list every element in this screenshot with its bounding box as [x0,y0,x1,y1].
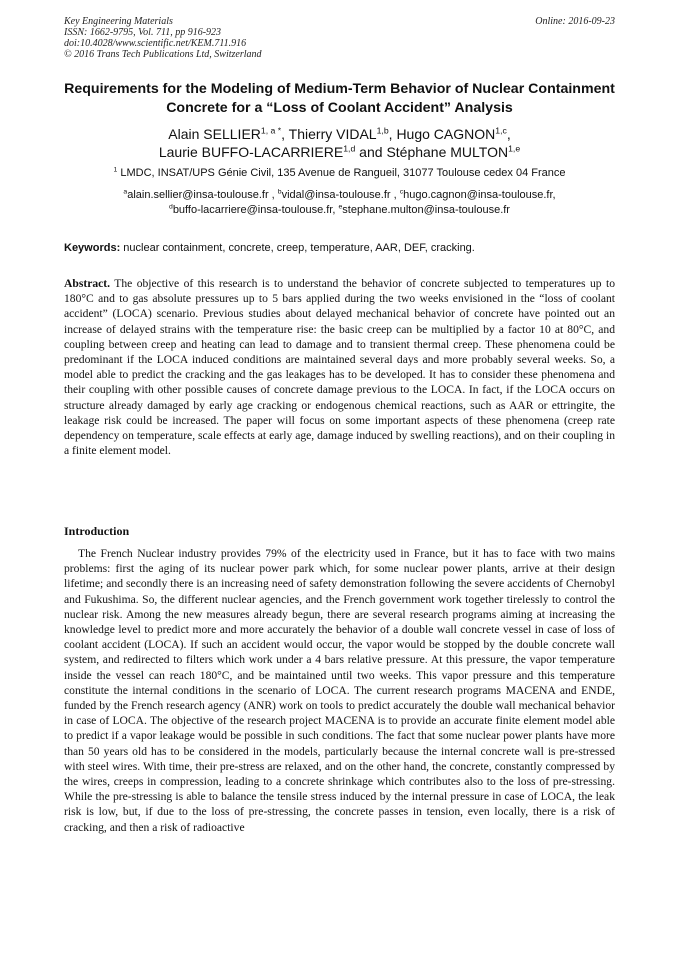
email-link[interactable]: vidal@insa-toulouse.fr , [281,189,400,201]
author-list [64,125,615,161]
introduction-heading: Introduction [64,524,130,538]
paper-title: Requirements for the Modeling of Medium-Term Behavior of Nuclear Containment Concrete for a “Loss of Coolant Accident” Analysis [64,81,615,116]
email-link[interactable]: stephane.multon@insa-toulouse.fr [342,204,510,216]
keywords [64,241,615,255]
author-name: Laurie BUFFO-LACARRIERE [158,144,344,160]
abstract-label: Abstract. [64,277,111,290]
online-date: Online: 2016-09-23 [535,16,615,27]
email-link[interactable]: alain.sellier@insa-toulouse.fr , [127,189,278,201]
author-affiliation-mark: 1,e [508,143,521,154]
email-mark: d [169,203,173,211]
issn-line: ISSN: 1662-9795, Vol. 711, pp 916-923 [64,27,222,38]
doi-line: doi:10.4028/www.scientific.net/KEM.711.916 [64,38,247,49]
introduction-paragraph: The French Nuclear industry provides 79% of the electricity used in France, but it has to face with two mains problems: first the aging of its nuclear power park which, for some nuclear power plants, arrive at their design lifetime; and secondly there is an increasing need of safety demonstration following the severe accidents of Chernobyl and Fukushima. So, the different nuclear agencies, and the French government work together tirelessly to control the nuclear risk. Among the new measures already begun, there are several research programs aiming at increasing the knowledge level to predict more and more accurately the behavior of a double wall concrete vessel in case of loss of coolant accident (LOCA). If such an accident would occur, the vapor would be stopped by the double concrete wall system, and redirected to filters which work under a 4 bars relative pressure. At this pressure, the vapor temperature inside the vessel can reach 180°C, and be maintained until two weeks. This vapor pressure and this temperature constitute the internal conditions in the scenario of LOCA. The current research programs MACENA and ENDE, funded by the French research agency (ANR) work on tools to predict accurately the double wall mechanical behavior in case of LOCA. The objective of the research project MACENA is to provide an accurate finite element model able to predict if a vapor leakage would be possible in such conditions. The fact that some nuclear power plants have more than 50 years old has to be considered in the models, particularly because the internal concrete wall is pre-stressed with steel wires. With time, their pre-stress are relaxed, and on the other hand, the concrete, constantly compressed by the wires, creeps in compression, leading to a concrete shrinkage which contributes also to the loss of pre-stressing. While the pre-stressing is able to balance the tensile stress induced by the internal pressure in case of LOCA, the leak risk is low, but, if due to the loss of pre-stressing, the concrete passes in tension, even locally, there is a risk of cracking, and then a risk of radioactive [64,547,615,834]
journal-name: Key Engineering Materials [64,16,173,27]
author-separator: and [355,144,387,160]
author-name: Hugo CAGNON [396,126,496,142]
author-name: Alain SELLIER [168,126,261,142]
abstract [64,276,615,458]
author-affiliation-mark: 1,c [495,125,507,136]
journal-info [64,16,615,60]
keywords-text: nuclear containment, concrete, creep, temperature, AAR, DEF, cracking. [120,242,475,254]
keywords-label: Keywords: [64,242,121,254]
affiliation-mark: 1 [113,166,118,174]
author-emails [64,188,615,218]
author-affiliation-mark: 1,d [343,143,356,154]
author-separator: , [506,126,511,142]
email-mark: e [338,203,343,211]
copyright-line: © 2016 Trans Tech Publications Ltd, Switzerland [64,49,262,60]
author-separator: , [281,126,289,142]
email-mark: b [277,188,282,196]
affiliation [64,166,615,180]
journal-header [64,16,615,60]
author-separator: , [388,126,397,142]
email-link[interactable]: hugo.cagnon@insa-toulouse.fr, [403,189,556,201]
email-link[interactable]: buffo-lacarriere@insa-toulouse.fr, [172,204,339,216]
email-mark: c [399,188,404,196]
author-name: Stéphane MULTON [386,144,509,160]
affiliation-text: LMDC, INSAT/UPS Génie Civil, 135 Avenue de Rangueil, 31077 Toulouse cedex 04 France [117,167,566,179]
email-mark: a [123,188,128,196]
author-affiliation-mark: 1, a * [260,125,282,136]
abstract-text: The objective of this research is to understand the behavior of concrete subjected to temperatures up to 180°C and to gas absolute pressures up to 5 bars applied during the two weeks envisioned in the “loss of coolant accident” (LOCA) scenario. Previous studies about delayed mechanical behavior of concrete have pointed out an increase of delayed strains with the temperature rise: the basic creep can be multiplied by a factor 10 at 80°C, and coupling between creep and heating can lead to damage and to transient thermal creep. These phenomena could be predominant if the LOCA induced conditions are maintained several days and more probably several weeks. So, a model able to predict the cracking and the gas leakages has to be developed. It has to consider these phenomena and their coupling with other possible causes of concrete damage previous to the LOCA. In fact, if the LOCA occurs on structure already damaged by early age cracking or endogenous chemical reactions, such as AAR or ettringite, the leakage risk could be increased. The paper will focus on some important aspects of these phenomena (creep rate dependency on temperature, scale effects at early age, damage induced by swelling reactions), and on their coupling in a finite element model. [64,277,615,458]
author-name: Thierry VIDAL [288,126,377,142]
author-affiliation-mark: 1,b [376,125,389,136]
